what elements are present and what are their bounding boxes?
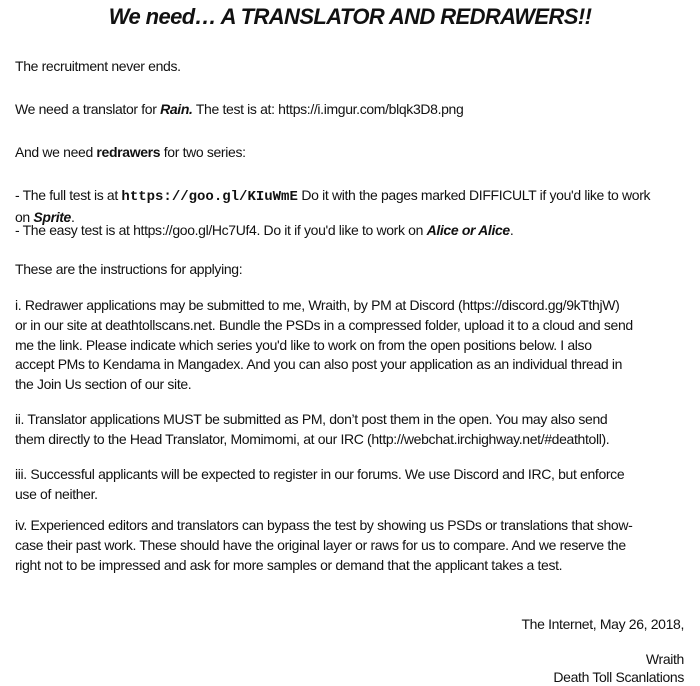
bold-text: redrawers: [96, 144, 161, 160]
series-name: Rain.: [160, 101, 193, 117]
text: Do it with the pages marked DIFFICULT if you'd like to work: [297, 187, 651, 203]
series-name: Alice or Alice: [426, 222, 510, 238]
line: iv. Experienced editors and translators can bypass the test by showing us PSDs or translations that show-: [15, 517, 633, 533]
line: the Join Us section of our site.: [15, 376, 192, 393]
line: right not to be impressed and ask for more samples or demand that the applicant takes a test.: [15, 556, 563, 573]
line: them directly to the Head Translator, Momimomi, at our IRC (http://webchat.irchighway.net/#deathtoll).: [15, 430, 610, 447]
text: We need a translator for: [15, 101, 161, 117]
line: i. Redrawer applications may be submitted to me, Wraith, by PM at Discord (https://discord.gg/9kTthjW): [15, 297, 620, 313]
page-title: We need… A TRANSLATOR AND REDRAWERS!!: [108, 4, 592, 29]
instruction-iii: [15, 465, 624, 505]
series-name: Sprite: [33, 208, 71, 225]
text: The test is at: https://i.imgur.com/blqk3D8.png: [192, 101, 464, 117]
instruction-iv: [15, 516, 632, 575]
text: - The easy test is at https://goo.gl/Hc7Uf4. Do it if you'd like to work on: [15, 222, 427, 238]
signature: [553, 650, 684, 686]
text: .: [509, 222, 514, 238]
text: - The full test is at: [15, 187, 122, 203]
line: use of neither.: [15, 485, 98, 502]
redrawers-paragraph: [15, 143, 246, 163]
instruction-i: [15, 296, 633, 395]
text: on: [15, 208, 34, 225]
easy-test-paragraph: [15, 221, 513, 241]
line: case their past work. These should have the original layer or raws for us to compare. And we reserve the: [15, 536, 626, 553]
line: ii. Translator applications MUST be submitted as PM, don’t post them in the open. You may also send: [15, 411, 608, 427]
full-test-link[interactable]: https://goo.gl/KIuWmE: [121, 189, 298, 205]
instruction-ii: [15, 410, 609, 450]
signature-group: Death Toll Scanlations: [553, 669, 684, 685]
text: for two series:: [160, 144, 246, 160]
instructions-heading: These are the instructions for applying:: [15, 261, 243, 277]
line: iii. Successful applicants will be expected to register in our forums. We use Discord and IRC, but enforce: [15, 466, 625, 482]
line: me the link. Please indicate which series you'd like to work on from the open positions below. I also: [15, 336, 592, 353]
intro-text: The recruitment never ends.: [15, 58, 181, 74]
dateline: The Internet, May 26, 2018,: [521, 616, 684, 632]
line: or in our site at deathtollscans.net. Bundle the PSDs in a compressed folder, upload it to a cloud and send: [15, 316, 633, 333]
translator-paragraph: [15, 100, 463, 120]
line: accept PMs to Kendama in Mangadex. And you can also post your application as an individual thread in: [15, 356, 623, 373]
signature-name: Wraith: [645, 651, 684, 667]
text: And we need: [15, 144, 97, 160]
text: .: [71, 208, 75, 225]
